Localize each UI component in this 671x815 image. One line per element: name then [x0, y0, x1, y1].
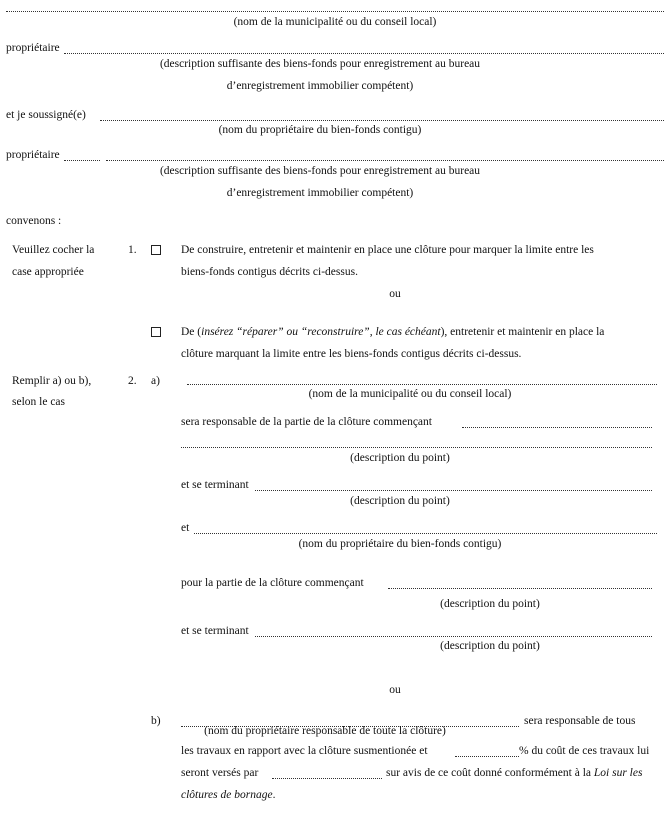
b-line2 — [181, 744, 428, 758]
section2-a-letter: a) — [151, 375, 160, 387]
point-caption-2: (description du point) — [350, 495, 450, 507]
start-point-line-1a[interactable] — [462, 426, 652, 428]
undersigned-caption: (nom du propriétaire du bien-fonds contigu) — [218, 124, 422, 136]
b-line2-prefix: les travaux en rapport avec la clôture susmentionée et — [181, 745, 428, 757]
b-line3-middle: sur avis de ce coût donné conformément à la — [386, 767, 592, 779]
payer-line[interactable] — [272, 777, 382, 779]
section1-number: 1. — [128, 244, 137, 256]
b-line4-end: . — [272, 789, 276, 801]
option1-checkbox[interactable] — [151, 245, 161, 255]
start-point-line-1b[interactable] — [181, 446, 652, 448]
option2-prefix: De ( — [181, 326, 202, 338]
option2-suffix: ), entretenir et maintenir en place la — [440, 326, 605, 338]
b-line3-rest — [386, 766, 642, 780]
part-start-label: pour la partie de la clôture commençant — [181, 577, 364, 589]
point-caption-1: (description du point) — [350, 452, 450, 464]
owner1-caption-line1: (description suffisante des biens-fonds pour enregistrement au bureau — [159, 58, 481, 70]
b-line4 — [181, 788, 275, 802]
option2-text-line1 — [181, 325, 604, 339]
option1-text-line2: biens-fonds contigus décrits ci-dessus. — [181, 266, 358, 278]
point-caption-4: (description du point) — [440, 640, 540, 652]
section2-or: ou — [389, 684, 401, 696]
contiguous-owner-caption: (nom du propriétaire du bien-fonds contigu) — [298, 538, 502, 550]
section2-b-letter: b) — [151, 715, 161, 727]
option2-italic-instruction: insérez “réparer” ou “reconstruire”, le cas échéant — [201, 326, 441, 338]
section1-side-note-line1: Veuillez cocher la — [12, 244, 95, 256]
municipality-name-line[interactable] — [6, 10, 664, 12]
and-label: et — [181, 522, 190, 534]
agree-label: convenons : — [6, 215, 62, 227]
responsible-owner-caption: (nom du propriétaire responsable de toute la clôture) — [204, 725, 446, 737]
b-line3-italic: Loi sur les — [593, 767, 643, 779]
section2-a-municipality-line[interactable] — [187, 383, 657, 385]
owner2-caption-line2: d’enregistrement immobilier compétent) — [226, 187, 414, 199]
b-line4-italic: clôtures de bornage — [181, 789, 273, 801]
owner2-caption-line1: (description suffisante des biens-fonds pour enregistrement au bureau — [159, 165, 481, 177]
option1-text-line1: De construire, entretenir et maintenir en place une clôture pour marquer la limite entre les — [181, 244, 594, 256]
owner1-description-line[interactable] — [64, 52, 664, 54]
owner2-label: propriétaire — [6, 149, 60, 161]
responsible-start-label: sera responsable de la partie de la clôture commençant — [181, 416, 432, 428]
section2-side-note-line2: selon le cas — [12, 396, 66, 408]
ending-label-2: et se terminant — [181, 625, 249, 637]
section1-or: ou — [389, 288, 401, 300]
ending-label-1: et se terminant — [181, 479, 249, 491]
percentage-line[interactable] — [455, 755, 519, 757]
responsible-all-label: sera responsable de tous — [524, 715, 636, 727]
section2-number: 2. — [128, 375, 137, 387]
end-point-line-1[interactable] — [255, 489, 652, 491]
owner1-caption-line2: d’enregistrement immobilier compétent) — [226, 80, 414, 92]
b-line2-suffix: % du coût de ces travaux lui — [519, 745, 650, 757]
undersigned-name-line[interactable] — [100, 119, 664, 121]
option2-checkbox[interactable] — [151, 327, 161, 337]
start-point-line-2[interactable] — [388, 587, 652, 589]
section2-side-note-line1: Remplir a) ou b), — [12, 375, 92, 387]
section2-a-municipality-caption: (nom de la municipalité ou du conseil local) — [308, 388, 512, 400]
owner2-description-line-b[interactable] — [106, 159, 664, 161]
owner2-description-line-a[interactable] — [64, 159, 100, 161]
option2-text-line2: clôture marquant la limite entre les biens-fonds contigus décrits ci-dessus. — [181, 348, 522, 360]
municipality-caption: (nom de la municipalité ou du conseil local) — [233, 16, 437, 28]
owner1-label: propriétaire — [6, 42, 60, 54]
end-point-line-2[interactable] — [255, 635, 652, 637]
b-line3-prefix: seront versés par — [181, 767, 259, 779]
contiguous-owner-line[interactable] — [194, 532, 657, 534]
section1-side-note-line2: case appropriée — [12, 266, 84, 278]
undersigned-label: et je soussigné(e) — [6, 109, 86, 121]
point-caption-3: (description du point) — [440, 598, 540, 610]
